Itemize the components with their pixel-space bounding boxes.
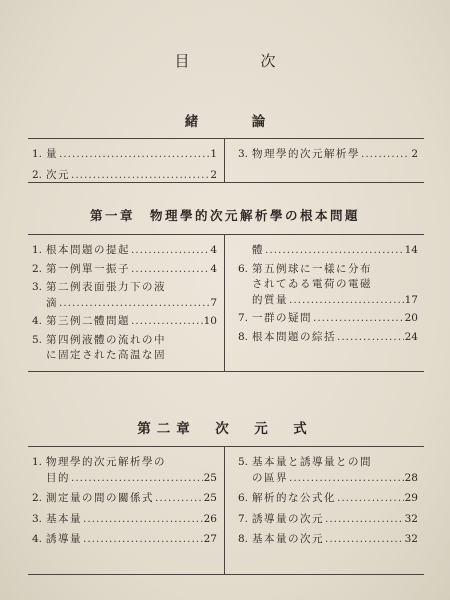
entry-title: 體 (252, 244, 264, 256)
leader-dots (131, 314, 203, 330)
toc-entry (238, 147, 418, 162)
chapter1-column-divider (224, 234, 225, 371)
toc-entry (32, 333, 217, 349)
entry-page: 28 (404, 471, 418, 484)
entry-title: 測定量の間の關係式 (46, 492, 154, 504)
entry-number: 4. (32, 315, 43, 327)
entry-page: 10 (203, 315, 217, 327)
toc-entry-continued (32, 296, 217, 312)
toc-entry-continued (32, 348, 217, 364)
entry-number: 7. (238, 312, 249, 324)
entry-title: 次元 (46, 169, 70, 181)
entry-title: 基本量と誘導量との間 (252, 456, 372, 468)
toc-entry (238, 532, 418, 548)
entry-title: 目的 (46, 471, 70, 484)
entry-page: 32 (404, 533, 418, 545)
entry-page: 27 (203, 533, 217, 545)
entry-number: 2. (32, 169, 43, 181)
toc-entry (32, 512, 217, 528)
leader-dots (265, 243, 404, 259)
chapter1-rule-top (28, 234, 424, 235)
leader-dots (337, 491, 404, 507)
entry-title: 根本問題の提起 (46, 244, 130, 256)
entry-title: されてゐる電荷の電磁 (252, 278, 372, 290)
entry-page: 4 (210, 262, 217, 275)
entry-number: 4. (32, 533, 43, 545)
chapter2-heading: 第二章 次 元 式 (137, 421, 313, 437)
entry-number: 5. (238, 456, 249, 468)
entry-title: 第一例單一振子 (46, 262, 130, 275)
entry-title: 物理學的次元解析學 (252, 148, 360, 160)
entry-title: 解析的な公式化 (252, 492, 336, 504)
entry-number: 2. (32, 492, 43, 504)
intro-rule-bottom (28, 182, 424, 183)
chapter1-heading: 第一章 物理學的次元解析學の根本問題 (89, 208, 360, 223)
chapter2-left-column (32, 455, 217, 548)
entry-title: 誘導量の次元 (252, 512, 324, 525)
toc-entry-continued (238, 243, 418, 259)
leader-dots (337, 330, 404, 346)
intro-rule-top (28, 138, 424, 139)
toc-entry (32, 168, 217, 183)
entry-number: 2. (32, 262, 43, 275)
leader-dots (155, 491, 203, 507)
entry-title: 第二例表面張力下の液 (46, 281, 166, 293)
chapter2-column-divider (224, 446, 225, 574)
entry-number: 3. (32, 512, 43, 525)
entry-page: 2 (411, 148, 418, 160)
toc-entry (32, 491, 217, 507)
entry-page: 26 (203, 512, 217, 525)
entry-number: 8. (238, 533, 249, 545)
toc-entry (238, 491, 418, 507)
entry-title: 物理學的次元解析學の (46, 456, 166, 468)
leader-dots (71, 168, 209, 183)
chapter1-right-column (238, 243, 418, 345)
entry-page: 20 (404, 312, 418, 324)
entry-title: の區界 (252, 471, 288, 484)
leader-dots (83, 532, 203, 548)
toc-entry (32, 243, 217, 259)
entry-page: 29 (404, 492, 418, 504)
intro-heading: 緒 論 (184, 114, 286, 130)
entry-page: 25 (203, 492, 217, 504)
leader-dots (361, 147, 410, 162)
toc-entry (32, 280, 217, 296)
leader-dots (313, 311, 404, 327)
entry-number: 3. (238, 148, 249, 160)
entry-page: 25 (203, 471, 217, 484)
entry-page: 24 (404, 330, 418, 343)
entry-title: 第四例液體の流れの中 (46, 333, 166, 346)
entry-number: 1. (32, 148, 43, 160)
leader-dots (59, 147, 209, 162)
entry-number: 1. (32, 244, 43, 256)
entry-title: 誘導量 (46, 533, 82, 545)
intro-left-column (32, 147, 217, 183)
leader-dots (131, 243, 209, 259)
toc-entry-continued (238, 293, 418, 309)
chapter2-rule-bottom (28, 574, 424, 575)
entry-page: 17 (404, 293, 418, 306)
toc-entry (32, 314, 217, 330)
toc-entry (238, 512, 418, 528)
entry-number: 3. (32, 281, 43, 293)
leader-dots (59, 296, 209, 312)
page-title: 目 次 (174, 52, 304, 70)
toc-entry (238, 262, 418, 278)
leader-dots (131, 262, 209, 278)
entry-page: 2 (210, 169, 217, 181)
toc-entry (32, 147, 217, 162)
toc-entry-continued (32, 471, 217, 487)
leader-dots (289, 471, 404, 487)
entry-number: 6. (238, 262, 249, 275)
chapter1-left-column (32, 243, 217, 364)
entry-title: 的質量 (252, 293, 288, 306)
entry-page: 4 (210, 244, 217, 256)
entry-title: 基本量の次元 (252, 533, 324, 545)
entry-title: 根本問題の綜括 (252, 330, 336, 343)
toc-entry (238, 311, 418, 327)
toc-entry (32, 532, 217, 548)
intro-right-column (238, 147, 418, 162)
entry-number: 8. (238, 330, 249, 343)
leader-dots (325, 512, 404, 528)
entry-title: 滴 (46, 296, 58, 309)
entry-number: 5. (32, 333, 43, 346)
toc-entry (238, 455, 418, 471)
leader-dots (83, 512, 203, 528)
entry-title: に固定された高温な固 (46, 349, 166, 361)
entry-title: 量 (46, 148, 58, 160)
entry-page: 32 (404, 512, 418, 525)
entry-page: 7 (210, 296, 217, 309)
chapter1-rule-bottom (28, 371, 424, 372)
entry-number: 7. (238, 512, 249, 525)
entry-number: 6. (238, 492, 249, 504)
chapter2-rule-top (28, 446, 424, 447)
entry-number: 1. (32, 456, 43, 468)
entry-title: 基本量 (46, 512, 82, 525)
entry-page: 14 (404, 244, 418, 256)
toc-entry (32, 262, 217, 278)
toc-entry (238, 330, 418, 346)
toc-entry-continued (238, 471, 418, 487)
leader-dots (289, 293, 404, 309)
entry-title: 一群の疑問 (252, 312, 312, 324)
intro-column-divider (224, 138, 225, 182)
toc-entry-continued (238, 277, 418, 293)
leader-dots (325, 532, 404, 548)
entry-page: 1 (210, 148, 217, 160)
entry-title: 第五例球に一樣に分布 (252, 262, 372, 275)
leader-dots (71, 471, 203, 487)
chapter2-right-column (238, 455, 418, 548)
entry-title: 第三例二體問題 (46, 315, 130, 327)
toc-entry (32, 455, 217, 471)
